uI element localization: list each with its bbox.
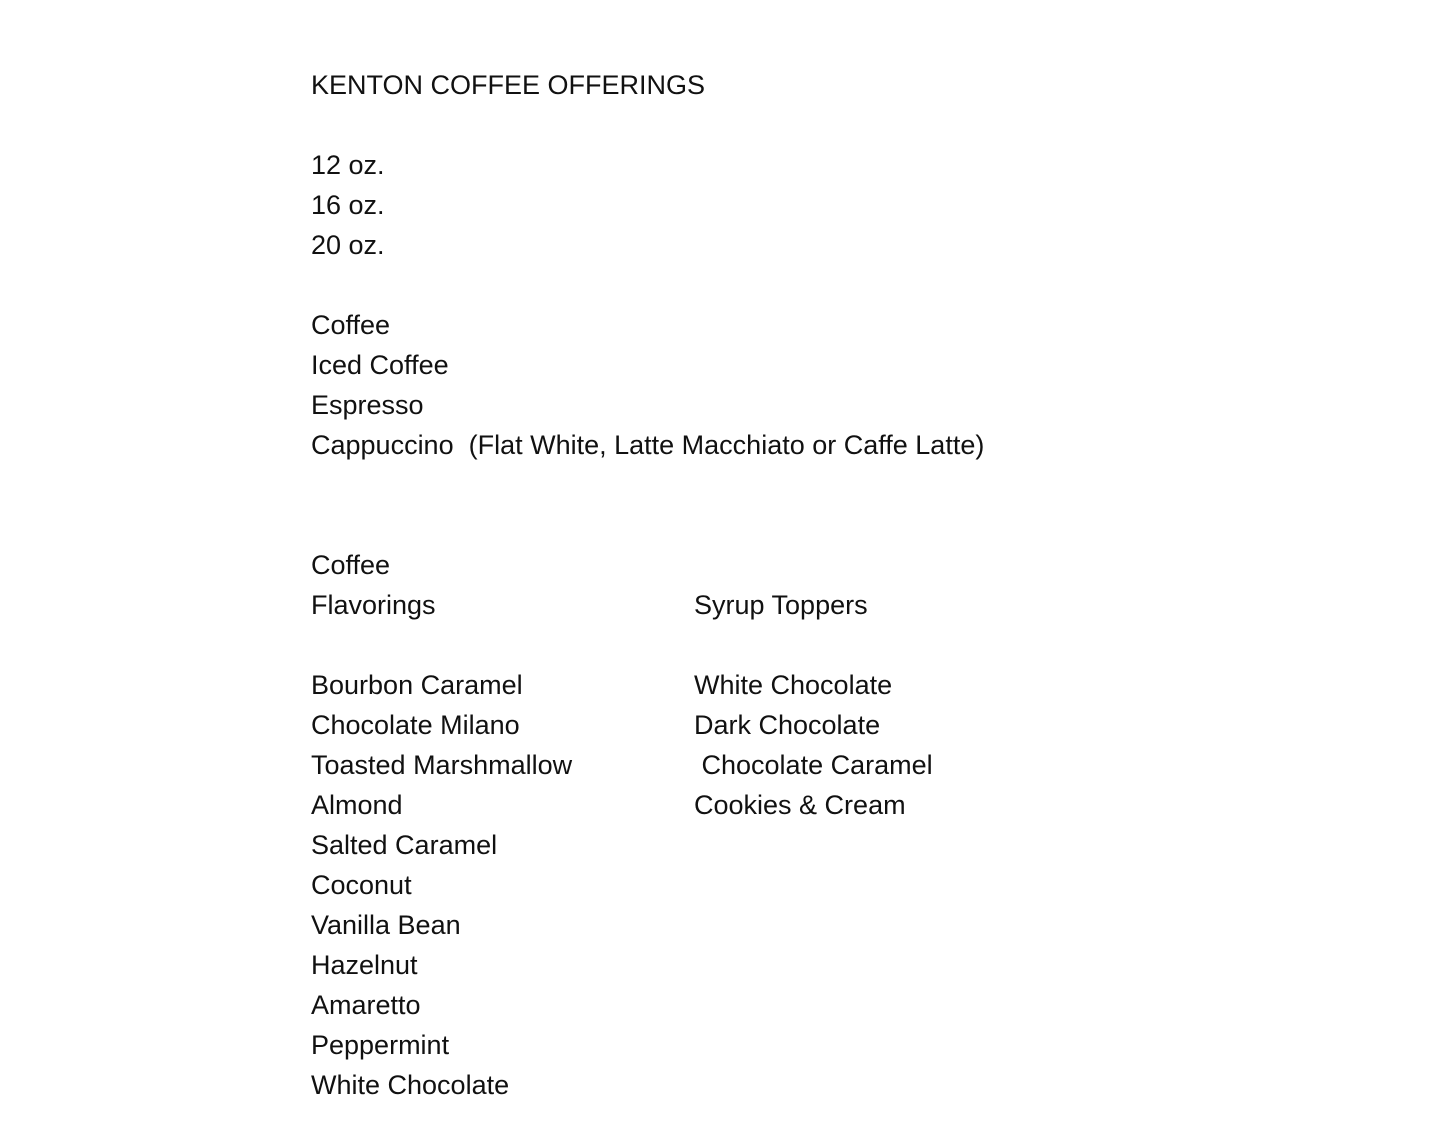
topper-item: Chocolate Caramel bbox=[694, 750, 933, 780]
flavoring-item: Almond bbox=[311, 790, 403, 820]
toppers-column bbox=[694, 545, 1094, 1105]
drink-item: Iced Coffee bbox=[311, 350, 449, 380]
flavoring-item: White Chocolate bbox=[311, 1070, 510, 1100]
spacer bbox=[694, 625, 1094, 665]
flavoring-item: Chocolate Milano bbox=[311, 710, 520, 740]
size-list bbox=[311, 145, 1211, 265]
flavoring-item: Vanilla Bean bbox=[311, 910, 461, 940]
flavoring-item: Bourbon Caramel bbox=[311, 670, 523, 700]
size-item: 12 oz. bbox=[311, 150, 385, 180]
topper-item: Dark Chocolate bbox=[694, 710, 881, 740]
document-title: KENTON COFFEE OFFERINGS bbox=[311, 70, 706, 100]
flavorings-column bbox=[311, 545, 694, 1105]
flavorings-heading: Coffee bbox=[311, 550, 391, 580]
size-item: 16 oz. bbox=[311, 190, 385, 220]
drink-item: Coffee bbox=[311, 310, 391, 340]
flavoring-item: Salted Caramel bbox=[311, 830, 498, 860]
document-page bbox=[311, 65, 1211, 1105]
flavorings-heading: Flavorings bbox=[311, 590, 436, 620]
spacer bbox=[311, 105, 1211, 145]
flavoring-item: Coconut bbox=[311, 870, 412, 900]
spacer bbox=[311, 625, 694, 665]
toppers-heading: Syrup Toppers bbox=[694, 590, 868, 620]
topper-item: White Chocolate bbox=[694, 670, 893, 700]
size-item: 20 oz. bbox=[311, 230, 385, 260]
drink-list bbox=[311, 305, 1211, 465]
flavoring-item: Toasted Marshmallow bbox=[311, 750, 573, 780]
drink-item: Espresso bbox=[311, 390, 424, 420]
drink-item: Cappuccino (Flat White, Latte Macchiato or Caffe Latte) bbox=[311, 430, 985, 460]
spacer bbox=[694, 545, 1094, 585]
flavoring-item: Amaretto bbox=[311, 990, 421, 1020]
flavoring-item: Peppermint bbox=[311, 1030, 450, 1060]
flavoring-item: Hazelnut bbox=[311, 950, 418, 980]
flavor-columns bbox=[311, 545, 1211, 1105]
spacer bbox=[311, 465, 1211, 545]
topper-item: Cookies & Cream bbox=[694, 790, 906, 820]
spacer bbox=[311, 265, 1211, 305]
